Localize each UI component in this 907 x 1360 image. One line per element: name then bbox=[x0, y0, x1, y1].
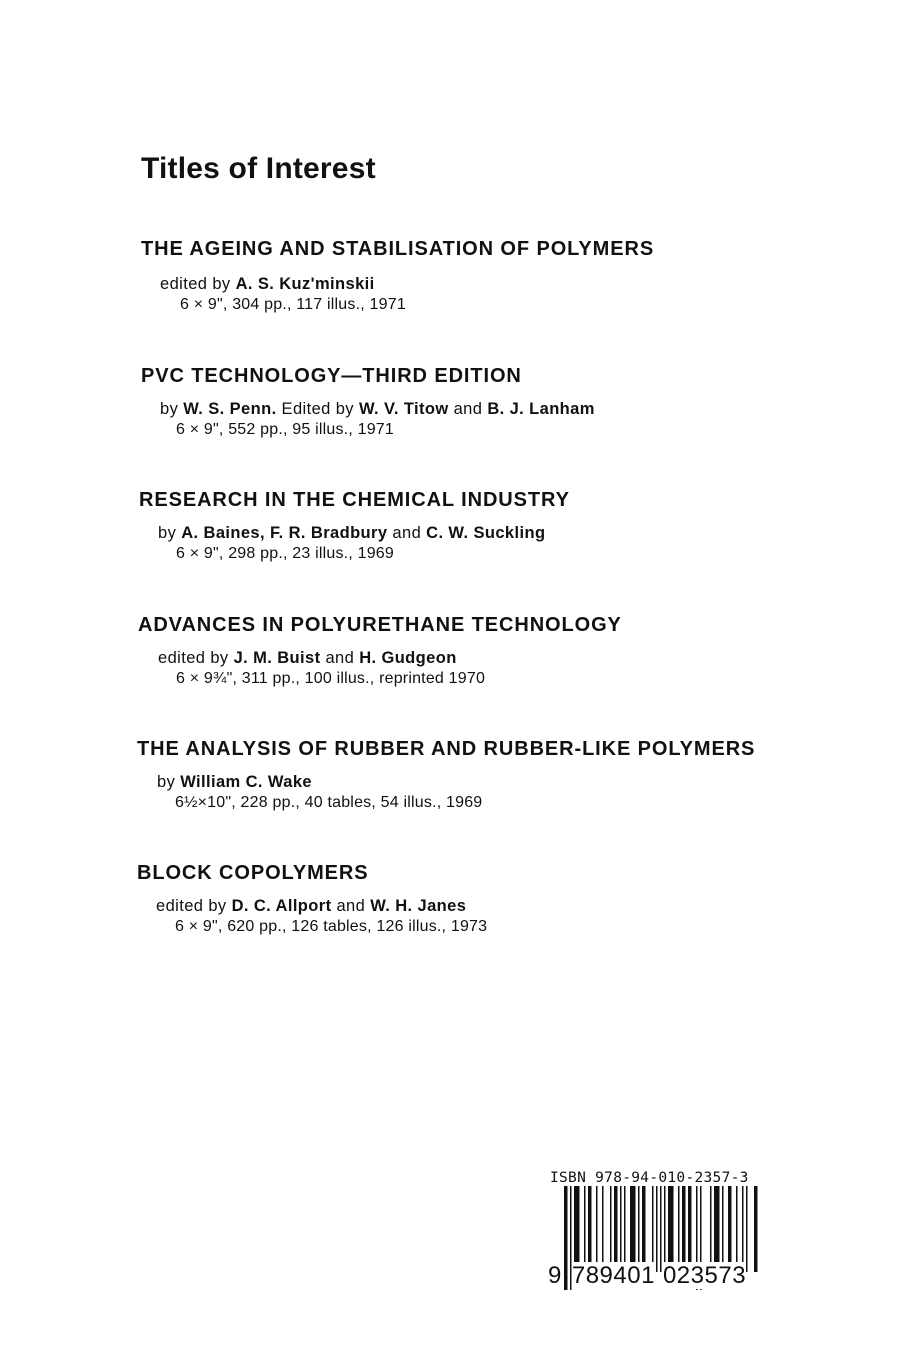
author-name: B. J. Lanham bbox=[487, 400, 595, 418]
credit-connector: Edited by bbox=[276, 400, 359, 418]
author-name: W. H. Janes bbox=[370, 897, 467, 915]
author-name: C. W. Suckling bbox=[426, 524, 546, 542]
author-name: D. C. Allport bbox=[231, 897, 332, 915]
book-title: BLOCK COPOLYMERS bbox=[137, 862, 369, 884]
barcode-digit-group: 9 bbox=[548, 1262, 562, 1289]
barcode-bar bbox=[682, 1186, 686, 1272]
book-title: RESEARCH IN THE CHEMICAL INDUSTRY bbox=[139, 489, 570, 511]
book-specs: 6 × 9", 552 pp., 95 illus., 1971 bbox=[176, 421, 395, 438]
barcode-bar bbox=[596, 1186, 598, 1272]
barcode-bar bbox=[664, 1186, 666, 1272]
barcode-bar bbox=[614, 1186, 618, 1272]
barcode-bar bbox=[656, 1186, 658, 1272]
author-name: J. M. Buist bbox=[233, 649, 321, 667]
author-name: William C. Wake bbox=[180, 773, 312, 791]
barcode-bar bbox=[668, 1186, 674, 1272]
book-title: ADVANCES IN POLYURETHANE TECHNOLOGY bbox=[138, 614, 622, 636]
barcode-bar bbox=[630, 1186, 636, 1272]
credit-prefix: by bbox=[157, 773, 176, 791]
author-name: H. Gudgeon bbox=[359, 649, 457, 667]
barcode-bar bbox=[714, 1186, 720, 1272]
barcode-bar bbox=[722, 1186, 724, 1272]
barcode-bar bbox=[610, 1186, 612, 1272]
book-title: THE AGEING AND STABILISATION OF POLYMERS bbox=[141, 238, 655, 260]
author-name: W. S. Penn. bbox=[183, 400, 277, 418]
barcode-bar bbox=[588, 1186, 592, 1272]
book-credit bbox=[157, 773, 312, 792]
credit-connector: and bbox=[331, 897, 371, 915]
book-title: THE ANALYSIS OF RUBBER AND RUBBER-LIKE POLYMERS bbox=[137, 738, 756, 760]
barcode-bar bbox=[678, 1186, 680, 1272]
credit-prefix: edited by bbox=[160, 275, 231, 293]
book-specs: 6 × 9", 304 pp., 117 illus., 1971 bbox=[180, 296, 406, 313]
credit-connector: and bbox=[320, 649, 360, 667]
author-name: A. S. Kuz'minskii bbox=[235, 275, 375, 293]
credit-connector: and bbox=[387, 524, 427, 542]
credit-connector: and bbox=[448, 400, 488, 418]
barcode-bar bbox=[754, 1186, 758, 1272]
barcode-bar bbox=[736, 1186, 738, 1272]
barcode-bar bbox=[728, 1186, 732, 1272]
author-name: A. Baines, F. R. Bradbury bbox=[181, 524, 388, 542]
barcode-bar bbox=[638, 1186, 640, 1272]
barcode-digit-group: 023573 bbox=[662, 1262, 747, 1289]
book-credit bbox=[160, 400, 595, 419]
credit-prefix: by bbox=[160, 400, 179, 418]
barcode-bar bbox=[660, 1186, 662, 1272]
credit-prefix: by bbox=[158, 524, 177, 542]
book-credit bbox=[158, 649, 457, 668]
book-specs: 6 × 9¾", 311 pp., 100 illus., reprinted 1970 bbox=[176, 670, 486, 687]
barcode-bar bbox=[742, 1186, 744, 1272]
barcode-bar bbox=[624, 1186, 626, 1272]
book-credit bbox=[160, 275, 375, 294]
barcode-bar bbox=[584, 1186, 586, 1272]
book-credit bbox=[156, 897, 466, 916]
barcode-bar bbox=[710, 1186, 712, 1272]
barcode-bar bbox=[652, 1186, 654, 1272]
isbn-label: ISBN 978-94-010-2357-3 bbox=[550, 1170, 749, 1186]
credit-prefix: edited by bbox=[156, 897, 227, 915]
barcode-bar bbox=[642, 1186, 646, 1272]
barcode-bar bbox=[746, 1186, 748, 1272]
barcode-bar bbox=[602, 1186, 604, 1272]
author-name: W. V. Titow bbox=[358, 400, 449, 418]
page-title: Titles of Interest bbox=[141, 152, 376, 185]
credit-prefix: edited by bbox=[158, 649, 229, 667]
book-title: PVC TECHNOLOGY—THIRD EDITION bbox=[141, 365, 522, 387]
book-specs: 6½×10", 228 pp., 40 tables, 54 illus., 1969 bbox=[175, 794, 483, 811]
barcode-bar bbox=[574, 1186, 580, 1272]
barcode-bar bbox=[688, 1186, 692, 1272]
book-specs: 6 × 9", 298 pp., 23 illus., 1969 bbox=[176, 545, 395, 562]
book-specs: 6 × 9", 620 pp., 126 tables, 126 illus., 1973 bbox=[175, 918, 488, 935]
book-credit bbox=[158, 524, 545, 543]
barcode-digit-group: 789401 bbox=[571, 1262, 655, 1289]
barcode-bar bbox=[620, 1186, 622, 1272]
barcode-digits bbox=[548, 1262, 746, 1290]
